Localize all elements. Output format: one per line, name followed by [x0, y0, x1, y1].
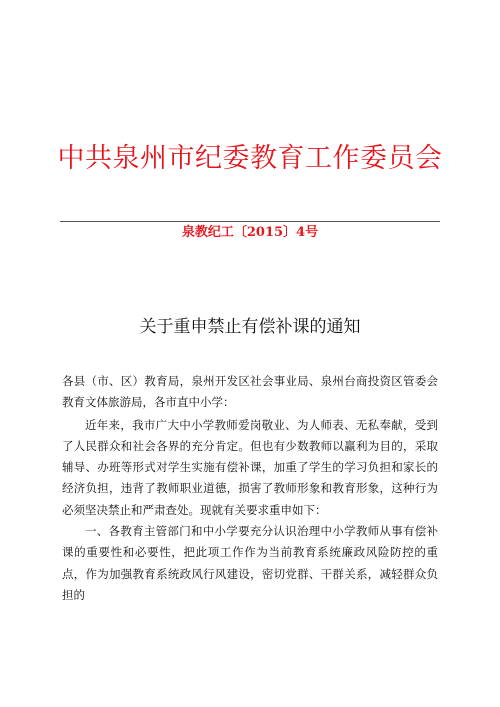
document-number: 泉教纪工〔2015〕4号 [181, 225, 319, 240]
document-body [62, 371, 438, 606]
body-paragraph-2: 一、各教育主管部门和中小学要充分认识治理中小学教师从事有偿补课的重要性和必要性，把此项工作作为当前教育系统廉政风险防控的重点，作为加强教育系统政风行风建设，密切党群、干群关系，减轻群众负担的 [62, 524, 438, 602]
header-divider-line [60, 221, 440, 222]
document-title: 关于重申禁止有偿补课的通知 [139, 317, 361, 337]
body-paragraph-1: 近年来，我市广大中小学教师爱岗敬业、为人师表、无私奉献，受到了人民群众和社会各界的充分肯定。但也有少数教师以赢利为目的，采取辅导、办班等形式对学生实施有偿补课，加重了学生的学习负担和家长的经济负担，违背了教师职业道德，损害了教师形象和教育形象，这种行为必须坚决禁止和严肃查处。现就有关要求重申如下： [62, 417, 438, 517]
issuing-organization-header: 中共泉州市纪委教育工作委员会 [57, 143, 443, 174]
salutation: 各县（市、区）教育局，泉州开发区社会事业局、泉州台商投资区管委会教育文体旅游局，各市直中小学： [62, 374, 438, 410]
